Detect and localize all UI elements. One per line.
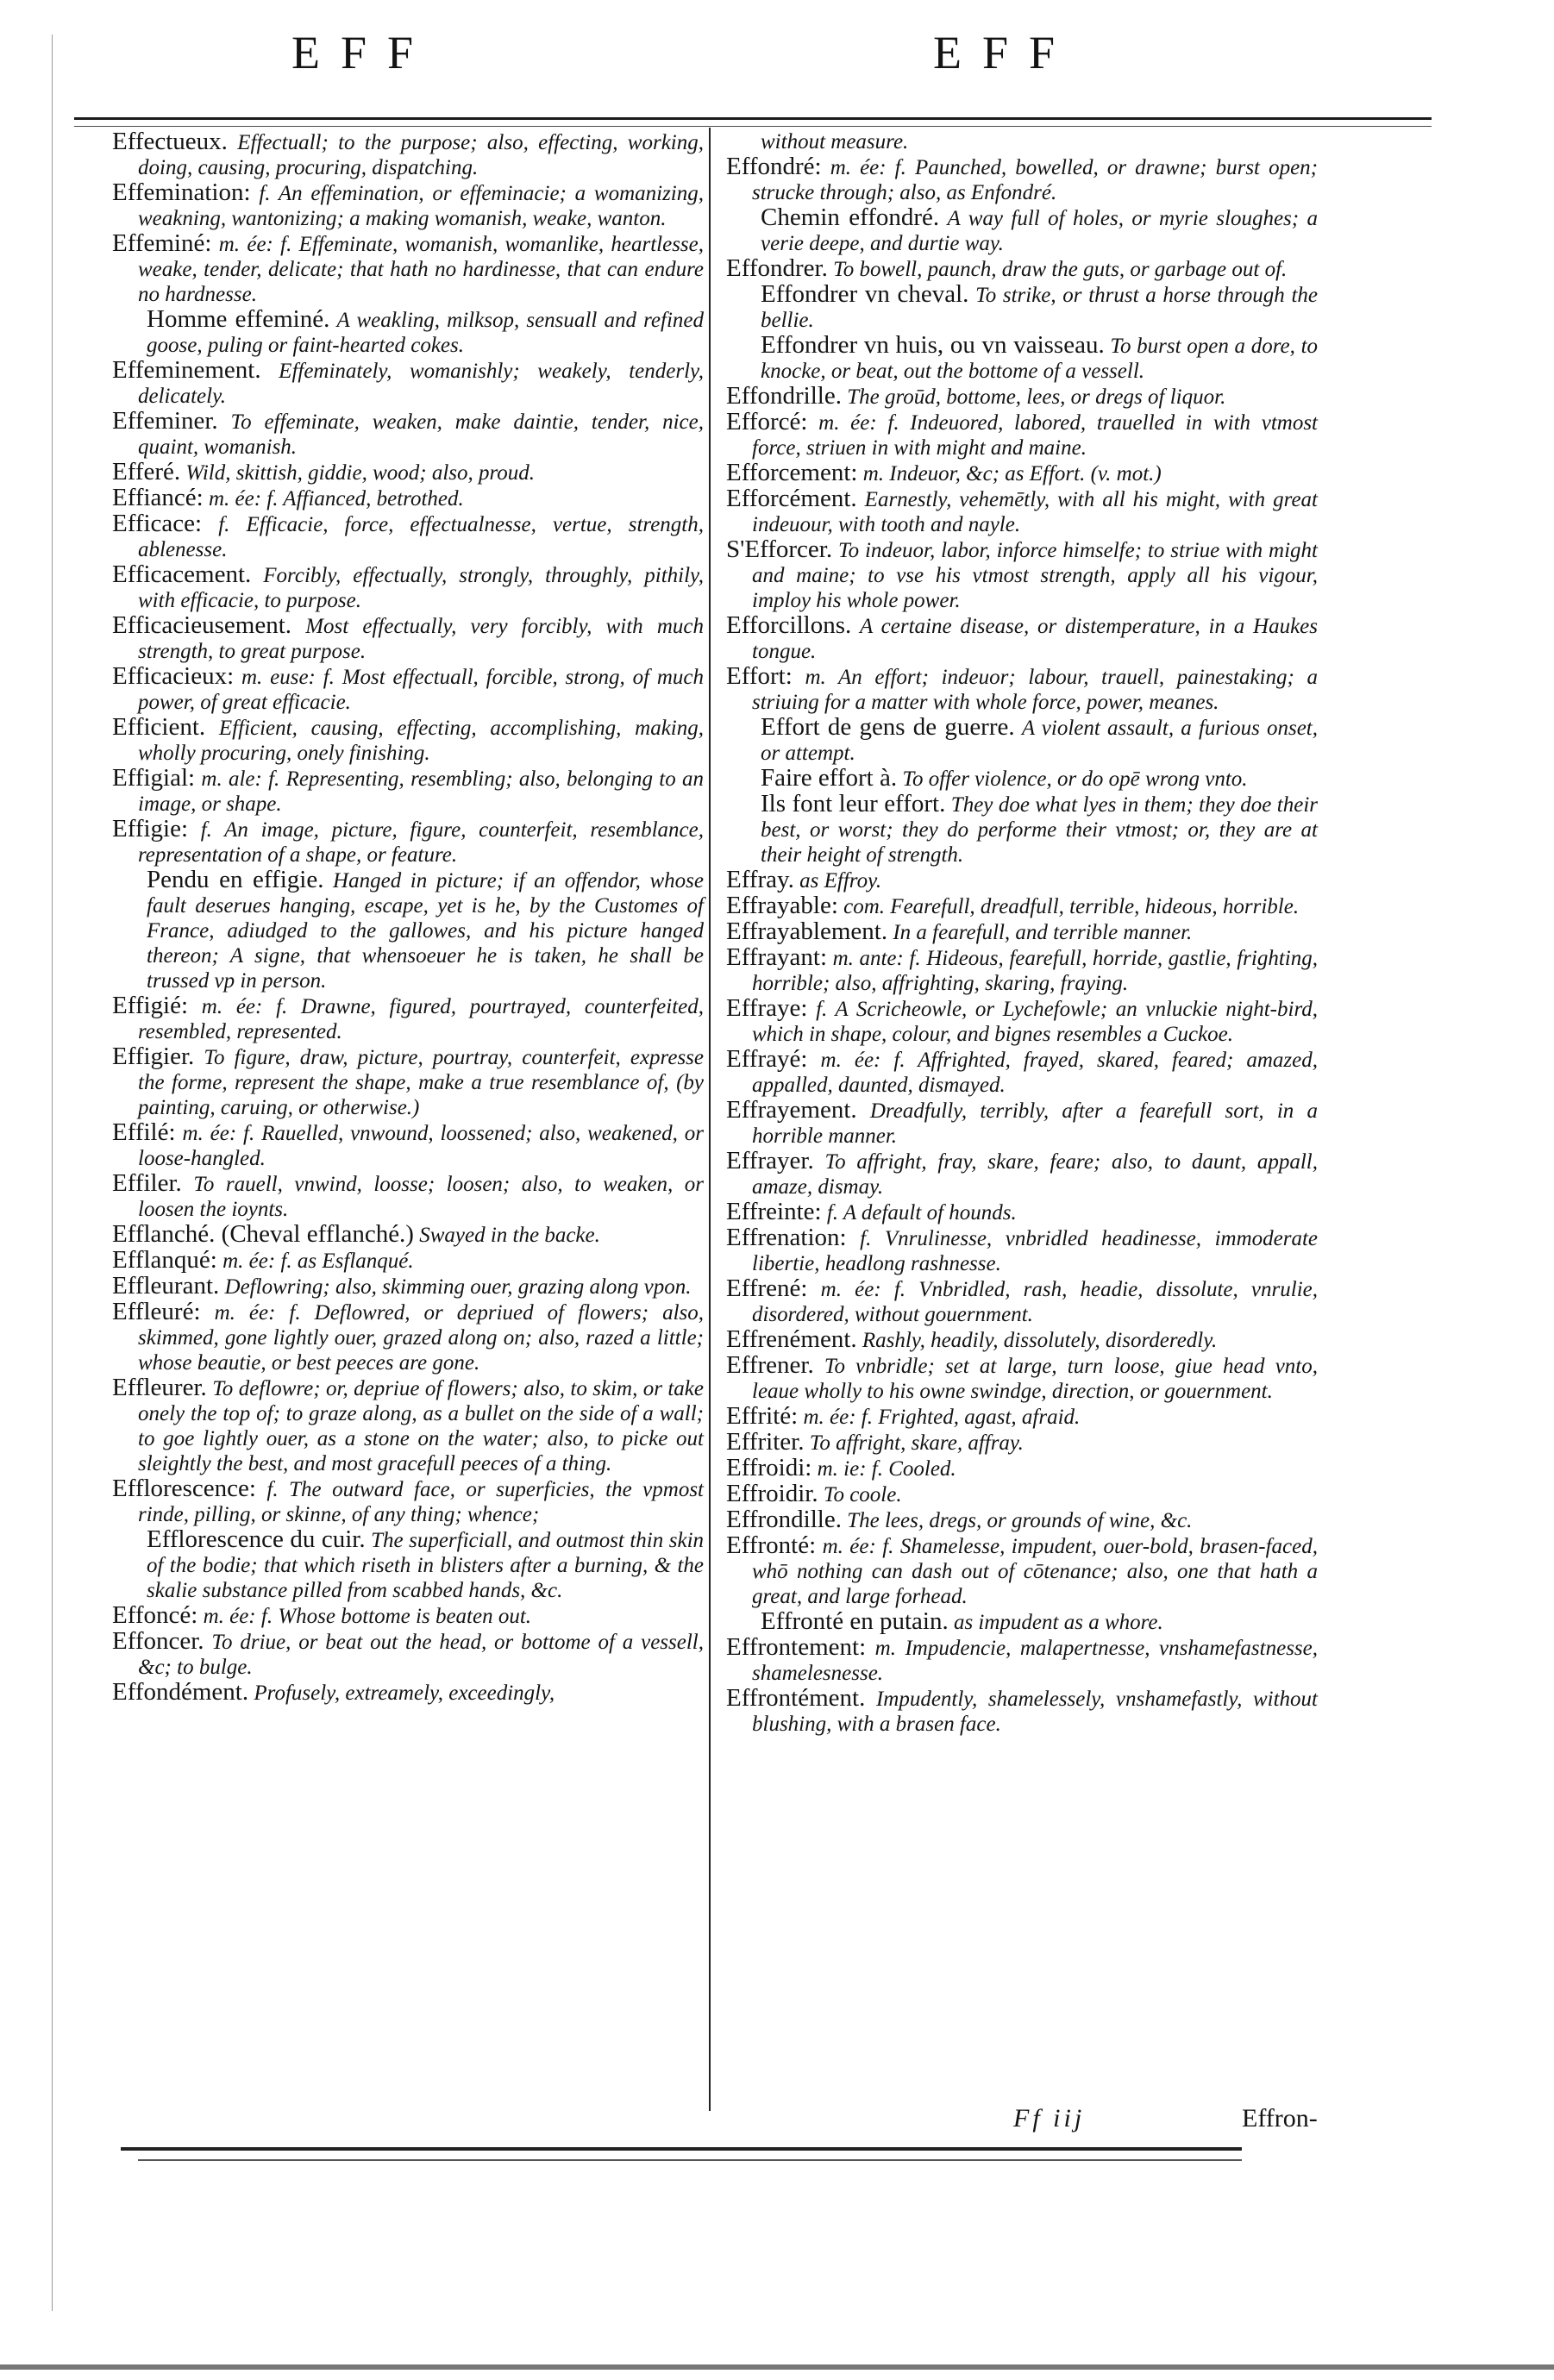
- definition: Efficient, causing, effecting, accomplishing, making, wholly procuring, onely finishing.: [138, 717, 705, 765]
- definition: f. An image, picture, figure, counterfeit, resemblance, representation of a shape, or feature.: [138, 818, 704, 867]
- headword: Effrayable:: [726, 892, 838, 919]
- dictionary-entry: [726, 996, 1318, 1047]
- column-divider: [709, 128, 711, 2111]
- catchword: Effron-: [1242, 2104, 1318, 2133]
- definition: To effeminate, weaken, make daintie, tender, nice, quaint, womanish.: [138, 410, 704, 459]
- headword: Effleurant.: [112, 1272, 220, 1300]
- dictionary-entry: [112, 817, 704, 867]
- dictionary-entry: [112, 409, 704, 460]
- dictionary-entry: [726, 1098, 1318, 1149]
- definition: m. Indeuor, &c; as Effort. (v. mot.): [862, 462, 1162, 485]
- headword: Efforcément.: [726, 485, 857, 512]
- definition: m. ée: f. Affrighted, frayed, skared, feared; amazed, appalled, daunted, dismayed.: [752, 1049, 1318, 1097]
- definition: Most effectually, very forcibly, with much strength, to great purpose.: [138, 615, 705, 663]
- dictionary-entry: [726, 1353, 1318, 1404]
- dictionary-entry: [112, 1527, 704, 1603]
- definition: To vnbridle; set at large, turn loose, giue head vnto, leaue wholly to his owne swindge, direction, or gouernment.: [752, 1355, 1319, 1403]
- headword: Effeminer.: [112, 407, 218, 435]
- definition: f. Efficacie, force, effectualnesse, vertue, strength, ablenesse.: [138, 513, 704, 561]
- headword: Effrayement.: [726, 1096, 857, 1124]
- headword: Effraye:: [726, 994, 808, 1022]
- headword: Effleuré:: [112, 1298, 201, 1325]
- definition: com. Fearefull, dreadfull, terrible, hideous, horrible.: [843, 895, 1300, 918]
- headword: Effeminement.: [112, 356, 261, 384]
- definition: m. ée: f. Frighted, agast, afraid.: [803, 1406, 1081, 1429]
- dictionary-entry: [726, 792, 1318, 867]
- headword: Effondrille.: [726, 382, 842, 410]
- dictionary-entry: [726, 919, 1318, 945]
- headword: Effronté:: [726, 1531, 817, 1559]
- dictionary-entry: [112, 129, 704, 180]
- headword: Effriter.: [726, 1428, 805, 1456]
- definition: m. ée: f. Whose bottome is beaten out.: [203, 1605, 532, 1628]
- header-rule-thin: [74, 126, 1432, 127]
- left-column: [112, 129, 704, 1706]
- definition: m. An effort; indeuor; labour, trauell, painestaking; a striuing for a matter with whole force, power, meanes.: [752, 666, 1319, 714]
- headword: Efforcé:: [726, 408, 808, 435]
- dictionary-entry: [112, 613, 704, 664]
- headword: Effoncé:: [112, 1601, 198, 1629]
- headword: Effectueux.: [112, 128, 228, 155]
- dictionary-entry: [112, 1120, 704, 1171]
- dictionary-entry: [112, 511, 704, 562]
- definition: Rashly, headily, dissolutely, disorderedly.: [862, 1329, 1218, 1352]
- headword: Effort:: [726, 662, 793, 690]
- dictionary-entry: [726, 1507, 1318, 1533]
- definition: Forcibly, effectually, strongly, throughly, pithily, with efficacie, to purpose.: [138, 564, 705, 612]
- headword: Effrontément.: [726, 1684, 866, 1712]
- headword: Effigié:: [112, 992, 189, 1019]
- definition: Wild, skittish, giddie, wood; also, proud.: [185, 461, 536, 485]
- definition: Profusely, extreamely, exceedingly,: [254, 1682, 555, 1705]
- dictionary-entry: [726, 1635, 1318, 1686]
- definition: f. The outward face, or superficies, the vpmost rinde, pilling, or skinne, of any thing; whence;: [138, 1478, 705, 1526]
- definition: To deflowre; or, depriue of flowers; also, to skim, or take onely the top of; to graze along, as a bullet on the side of a wall; to goe lightly ouer, as a stone on the water; also, to picke out sleightly the best, and most gracefull peeces of a thing.: [138, 1377, 704, 1475]
- headword: Efficacieusement.: [112, 611, 291, 639]
- dictionary-entry: [112, 460, 704, 485]
- headword: Effray.: [726, 866, 794, 893]
- definition: Dreadfully, terribly, after a fearefull sort, in a horrible manner.: [752, 1099, 1318, 1148]
- definition: To figure, draw, picture, pourtray, counterfeit, expresse the forme, represent the shape, make a true resemblance of, (by painting, caruing, or otherwise.): [138, 1046, 704, 1119]
- definition: m. ée: f. Vnbridled, rash, headie, dissolute, vnrulie, disordered, without gouernment.: [752, 1278, 1318, 1326]
- definition: m. ée: f. Rauelled, vnwound, loossened; also, weakened, or loose-hangled.: [138, 1122, 705, 1170]
- headword: Effondrer vn huis, ou vn vaisseau.: [761, 331, 1105, 359]
- dictionary-entry: [726, 1327, 1318, 1353]
- header-rule: [74, 117, 1432, 120]
- definition: Deflowring; also, skimming ouer, grazing along vpon.: [224, 1275, 692, 1299]
- definition: m. ée: f. Deflowred, or depriued of flowers; also, skimmed, gone lightly ouer, grazed along on; also, razed a little; whose beautie, or best peeces are gone.: [138, 1301, 705, 1375]
- definition: Effeminately, womanishly; weakely, tenderly, delicately.: [138, 360, 704, 408]
- dictionary-entry: [112, 1248, 704, 1274]
- dictionary-entry: [112, 562, 704, 613]
- dictionary-entry: [726, 715, 1318, 766]
- definition: The groūd, bottome, lees, or dregs of liquor.: [847, 385, 1226, 409]
- dictionary-entry: [726, 537, 1318, 613]
- headword: Effleurer.: [112, 1374, 207, 1401]
- headword: Faire effort à.: [761, 764, 898, 792]
- definition: m. ée: f. Affianced, betrothed.: [208, 487, 464, 510]
- dictionary-entry: [726, 766, 1318, 792]
- dictionary-entry: [726, 1533, 1318, 1609]
- definition: To affright, fray, skare, feare; also, to daunt, appall, amaze, dismay.: [752, 1150, 1318, 1199]
- definition: A certaine disease, or distemperature, in a Haukes tongue.: [752, 615, 1318, 663]
- dictionary-entry: [112, 180, 704, 231]
- dictionary-entry: [726, 256, 1318, 282]
- definition: without measure.: [761, 130, 909, 153]
- headword: Effrayer.: [726, 1147, 814, 1174]
- definition: A weakling, milksop, sensuall and refined goose, puling or faint-hearted cokes.: [147, 309, 705, 357]
- definition: as Effroy.: [799, 869, 882, 892]
- dictionary-entry: [112, 485, 704, 511]
- dictionary-entry: [112, 715, 704, 766]
- footer-rule: [121, 2147, 1242, 2151]
- dictionary-entry: [112, 307, 704, 358]
- definition: To driue, or beat out the head, or bottome of a vessell, &c; to bulge.: [138, 1631, 704, 1679]
- definition: m. ée: f. Indeuored, labored, trauelled in with vtmost force, striuen in with might and maine.: [752, 411, 1318, 460]
- headword: Effrayé:: [726, 1045, 808, 1073]
- dictionary-entry: [112, 867, 704, 993]
- dictionary-entry: [726, 205, 1318, 256]
- headword: Effrontement:: [726, 1633, 867, 1661]
- dictionary-entry: [726, 945, 1318, 996]
- dictionary-entry: [726, 1276, 1318, 1327]
- headword: Effigie:: [112, 815, 189, 842]
- dictionary-entry: [112, 1222, 704, 1248]
- dictionary-entry: [726, 1481, 1318, 1507]
- definition: f. A Scricheowle, or Lychefowle; an vnluckie night-bird, which in shape, colour, and bignes resembles a Cuckoe.: [752, 998, 1318, 1046]
- dictionary-entry: [726, 460, 1318, 486]
- definition: Swayed in the backe.: [419, 1224, 600, 1247]
- dictionary-entry: [726, 664, 1318, 715]
- running-head-left: EFF: [291, 27, 435, 78]
- definition: Impudently, shamelessely, vnshamefastly, without blushing, with a brasen face.: [752, 1688, 1318, 1736]
- definition: They doe what lyes in them; they doe their best, or worst; they do performe their vtmost; or, they are at their height of strength.: [761, 793, 1319, 867]
- headword: Efflanqué:: [112, 1246, 217, 1274]
- dictionary-entry: [112, 1274, 704, 1300]
- dictionary-entry: [112, 1375, 704, 1476]
- dictionary-entry: [726, 1609, 1318, 1635]
- headword: Effigial:: [112, 764, 196, 792]
- dictionary-entry: [726, 154, 1318, 205]
- definition: To bowell, paunch, draw the guts, or garbage out of.: [833, 258, 1288, 281]
- dictionary-entry: [112, 1044, 704, 1120]
- definition: m. ée: f. Effeminate, womanish, womanlike, heartlesse, weake, tender, delicate; that hath no hardinesse, that can endure no hardnesse.: [138, 233, 704, 306]
- headword: Effrité:: [726, 1402, 799, 1430]
- headword: Efferé.: [112, 458, 181, 485]
- headword: Effrenément.: [726, 1325, 857, 1353]
- dictionary-entry: [726, 1686, 1318, 1737]
- headword: Efforcement:: [726, 459, 858, 486]
- definition: To burst open a dore, to knocke, or beat, out the bottome of a vessell.: [761, 335, 1319, 383]
- dictionary-entry: [726, 1430, 1318, 1456]
- dictionary-entry: [112, 1603, 704, 1629]
- headword: Effrenation:: [726, 1224, 847, 1251]
- definition: m. ie: f. Cooled.: [817, 1457, 956, 1481]
- definition: A way full of holes, or myrie sloughes; a verie deepe, and durtie way.: [761, 207, 1318, 255]
- dictionary-entry: [112, 766, 704, 817]
- page-edge-line: [52, 34, 53, 2311]
- definition: f. An effemination, or effeminacie; a womanizing, weakning, wantonizing; a making womanish, weake, wanton.: [138, 182, 704, 230]
- definition: m. ée: f. Shamelesse, impudent, ouer-bold, brasen-faced, whō nothing can dash out of cōtenance; also, one that hath a great, and large forhead.: [752, 1535, 1319, 1608]
- definition: m. ée: f. Drawne, figured, pourtrayed, counterfeited, resembled, represented.: [138, 995, 705, 1043]
- dictionary-entry: [112, 231, 704, 307]
- headword: Efficacieux:: [112, 662, 235, 690]
- headword: Efflanché. (Cheval efflanché.): [112, 1220, 414, 1248]
- dictionary-entry: [112, 1171, 704, 1222]
- headword: Efflorescence du cuir.: [147, 1525, 366, 1553]
- dictionary-entry: [112, 1300, 704, 1375]
- signature-mark: Ff iij: [1013, 2104, 1086, 2133]
- definition: To indeuor, labor, inforce himselfe; to striue with might and maine; to vse his vtmost strength, apply all his vigour, imploy his whole power.: [752, 539, 1318, 612]
- headword: Effroidir.: [726, 1480, 818, 1507]
- headword: Effrayablement.: [726, 918, 888, 945]
- headword: Effort de gens de guerre.: [761, 713, 1015, 741]
- headword: Effondré:: [726, 153, 822, 180]
- headword: Effrener.: [726, 1351, 814, 1379]
- headword: Ils font leur effort.: [761, 790, 946, 817]
- definition: Hanged in picture; if an offendor, whose fault deserues hanging, escape, yet is he, by the Customes of France, adiudged to the gallowes, and his picture hanged thereon; A signe, that whensoeuer he is taken, he shall be trussed vp in person.: [147, 869, 704, 993]
- headword: Efficace:: [112, 510, 203, 537]
- headword: Effroidi:: [726, 1454, 812, 1481]
- right-column: [726, 129, 1318, 1737]
- dictionary-entry: [726, 1047, 1318, 1098]
- headword: Effeminé:: [112, 229, 212, 257]
- dictionary-entry: [726, 1225, 1318, 1276]
- dictionary-entry: [726, 867, 1318, 893]
- headword: Effrayant:: [726, 943, 828, 971]
- headword: Effiancé:: [112, 484, 204, 511]
- definition: Effectuall; to the purpose; also, effecting, working, doing, causing, procuring, dispatching.: [138, 131, 705, 179]
- definition: m. Impudencie, malapertnesse, vnshamefastnesse, shamelesnesse.: [752, 1637, 1319, 1685]
- headword: Effrené:: [726, 1275, 808, 1302]
- dictionary-entry: [112, 1476, 704, 1527]
- headword: Effondément.: [112, 1678, 249, 1706]
- dictionary-entry: [112, 1629, 704, 1680]
- footer-rule-thin: [138, 2159, 1242, 2161]
- definition: m. euse: f. Most effectuall, forcible, strong, of much power, of great efficacie.: [138, 666, 705, 714]
- definition: Earnestly, vehemētly, with all his might, with great indeuour, with tooth and nayle.: [752, 488, 1318, 536]
- scan-edge-strip: [0, 2364, 1554, 2370]
- headword: Efficacement.: [112, 561, 252, 588]
- headword: Effondrer vn cheval.: [761, 280, 969, 308]
- headword: Homme effeminé.: [147, 305, 330, 333]
- headword: Effondrer.: [726, 254, 828, 282]
- definition: To strike, or thrust a horse through the bellie.: [761, 284, 1318, 332]
- dictionary-entry: [726, 384, 1318, 410]
- headword: Effemination:: [112, 178, 251, 206]
- dictionary-entry: [726, 613, 1318, 664]
- headword: Pendu en effigie.: [147, 866, 324, 893]
- dictionary-entry: [726, 282, 1318, 333]
- headword: Effilé:: [112, 1118, 176, 1146]
- headword: Efflorescence:: [112, 1475, 256, 1502]
- headword: S'Efforcer.: [726, 536, 833, 563]
- headword: Efficient.: [112, 713, 206, 741]
- dictionary-entry: [112, 993, 704, 1044]
- dictionary-entry: [726, 893, 1318, 919]
- headword: Effreinte:: [726, 1198, 822, 1225]
- headword: Chemin effondré.: [761, 204, 940, 231]
- definition: To offer violence, or do opē wrong vnto.: [902, 767, 1248, 791]
- headword: Efforcillons.: [726, 611, 852, 639]
- definition: The lees, dregs, or grounds of wine, &c.: [847, 1509, 1193, 1532]
- running-head-right: EFF: [933, 27, 1076, 78]
- definition: The superficiall, and outmost thin skin of the bodie; that which riseth in blisters after a burning, & the skalie substance pilled from scabbed hands, &c.: [147, 1529, 705, 1602]
- definition: To affright, skare, affray.: [809, 1431, 1024, 1455]
- headword: Effiler.: [112, 1169, 182, 1197]
- headword: Effrondille.: [726, 1506, 842, 1533]
- definition: In a fearefull, and terrible manner.: [893, 921, 1193, 944]
- definition: m. ante: f. Hideous, fearefull, horride, gastlie, frighting, horrible; also, affrighting, skaring, fraying.: [752, 947, 1318, 995]
- headword: Effigier.: [112, 1043, 195, 1070]
- definition: m. ée: f. Paunched, bowelled, or drawne; burst open; strucke through; also, as Enfondré.: [752, 156, 1319, 204]
- definition: m. ée: f. as Esflanqué.: [222, 1250, 414, 1273]
- dictionary-entry: [726, 333, 1318, 384]
- dictionary-entry: [726, 410, 1318, 460]
- headword: Effoncer.: [112, 1627, 204, 1655]
- dictionary-entry: [112, 1680, 704, 1706]
- definition: m. ale: f. Representing, resembling; also, belonging to an image, or shape.: [138, 767, 705, 816]
- dictionary-entry: [726, 1456, 1318, 1481]
- dictionary-entry: [726, 1404, 1318, 1430]
- definition: f. Vnrulinesse, vnbridled headinesse, immoderate libertie, headlong rashnesse.: [752, 1227, 1319, 1275]
- definition: A violent assault, a furious onset, or attempt.: [761, 717, 1318, 765]
- definition: To coole.: [823, 1483, 902, 1506]
- headword: Effronté en putain.: [761, 1607, 949, 1635]
- dictionary-entry: [726, 1199, 1318, 1225]
- definition: To rauell, vnwind, loosse; loosen; also, to weaken, or loosen the ioynts.: [138, 1173, 705, 1221]
- dictionary-entry: [726, 129, 1318, 154]
- dictionary-entry: [112, 358, 704, 409]
- dictionary-entry: [112, 664, 704, 715]
- definition: f. A default of hounds.: [826, 1201, 1017, 1224]
- dictionary-entry: [726, 1149, 1318, 1199]
- dictionary-entry: [726, 486, 1318, 537]
- definition: as impudent as a whore.: [953, 1611, 1163, 1634]
